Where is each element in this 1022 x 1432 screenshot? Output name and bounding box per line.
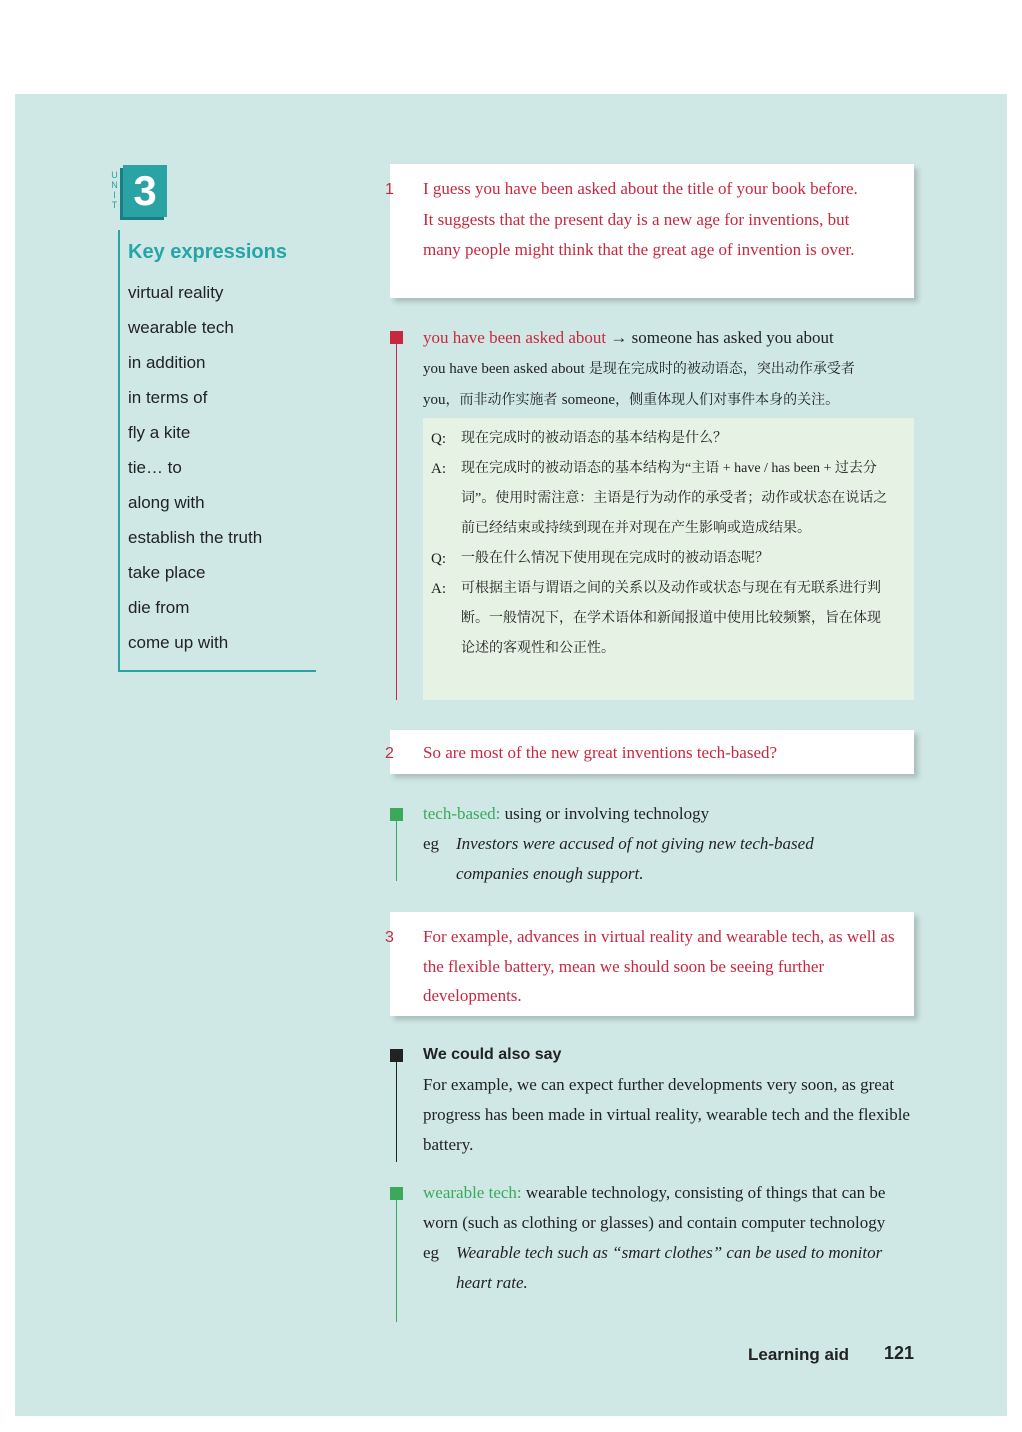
sidebar-divider-bottom [118,670,316,672]
note-paraphrase: For example, we can expect further developments very soon, as great progress has been made in virtual reality, wearable tech and the flexible battery. [423,1075,910,1154]
note-definition: tech-based: using or involving technology [423,804,710,823]
note-example: eg Wearable tech such as “smart clothes” can be used to monitor heart rate. [423,1243,883,1292]
quote-box-2 [385,730,914,774]
qa-answer: A: 现在完成时的被动语态的基本结构为“主语 + have / has been + 过去分词”。使用时需注意：主语是行为动作的承受者；动作或状态在说话之前已经结束或持续到现在并对现在产生影响或造成结果。 [431,461,888,536]
key-expressions-title: Key expressions [128,241,287,263]
key-expression-item: take place [128,563,206,582]
key-expression-item: tie… to [128,458,182,477]
note-explanation-cont: you，而非动作实施者 someone，侧重体现人们对事件本身的关注。 [423,392,840,408]
key-expression-item: in terms of [128,388,208,407]
quote-text: I guess you have been asked about the title of your book before. It suggests that the present day is a new age for inventions, but many people might think that the great age of invention is over. [423,179,858,259]
note-marker-green [390,808,403,821]
note-rewrite: someone has asked you about [631,328,834,347]
footer-section-label: Learning aid [748,1345,850,1364]
unit-number-badge: 3 [123,165,167,217]
note-term: wearable tech: [423,1183,522,1202]
note-definition: wearable tech: wearable technology, consisting of things that can be worn (such as clothing or glasses) and contain computer technology [423,1183,886,1232]
key-expression-item: come up with [128,633,229,652]
key-expression-item: in addition [128,353,206,372]
qa-question: Q: 现在完成时的被动语态的基本结构是什么？ [431,431,727,447]
quote-number: 3 [385,929,394,946]
note-marker-green [390,1187,403,1200]
note-tech-based [423,799,914,889]
note-rule [396,821,397,881]
note-rule [396,1062,397,1162]
note-could-also-say [423,1040,914,1160]
quote-box-3 [385,912,914,1016]
note-phrase: you have been asked about [423,328,607,347]
note-title: We could also say [423,1046,562,1063]
note-example: eg Investors were accused of not giving new tech-based companies enough support. [423,834,814,883]
quote-text: For example, advances in virtual reality and wearable tech, as well as the flexible battery, mean we should soon be seeing further developments. [423,927,895,1005]
note-explanation: you have been asked about 是现在完成时的被动语态，突出动作承受者 [423,361,855,377]
key-expression-item: fly a kite [128,423,191,442]
note-passive-voice [423,323,914,415]
key-expression-item: establish the truth [128,528,263,547]
key-expression-item: along with [128,493,205,512]
note-rule [396,344,397,700]
qa-box [423,418,914,700]
quote-number: 2 [385,745,394,762]
key-expression-item: virtual reality [128,283,224,302]
qa-question: Q: 一般在什么情况下使用现在完成时的被动语态呢？ [431,551,769,567]
quote-text: So are most of the new great inventions tech-based? [423,743,778,762]
page-number: 121 [884,1343,915,1363]
key-expression-item: die from [128,598,190,617]
note-rule [396,1200,397,1322]
note-headline [423,323,914,353]
arrow-icon: → [610,328,628,347]
note-marker-red [390,331,403,344]
key-expressions-list [128,280,262,665]
note-marker-black [390,1049,403,1062]
note-term: tech-based: [423,804,501,823]
sidebar-divider [118,230,120,672]
qa-answer: A: 可根据主语与谓语之间的关系以及动作或状态与现在有无联系进行判断。一般情况下，在学术语体和新闻报道中使用比较频繁，旨在体现论述的客观性和公正性。 [431,581,881,656]
key-expression-item: wearable tech [128,318,234,337]
quote-box-1 [385,164,914,298]
quote-number: 1 [385,181,394,198]
unit-label: U N I T [111,170,119,210]
note-wearable-tech [423,1178,914,1298]
